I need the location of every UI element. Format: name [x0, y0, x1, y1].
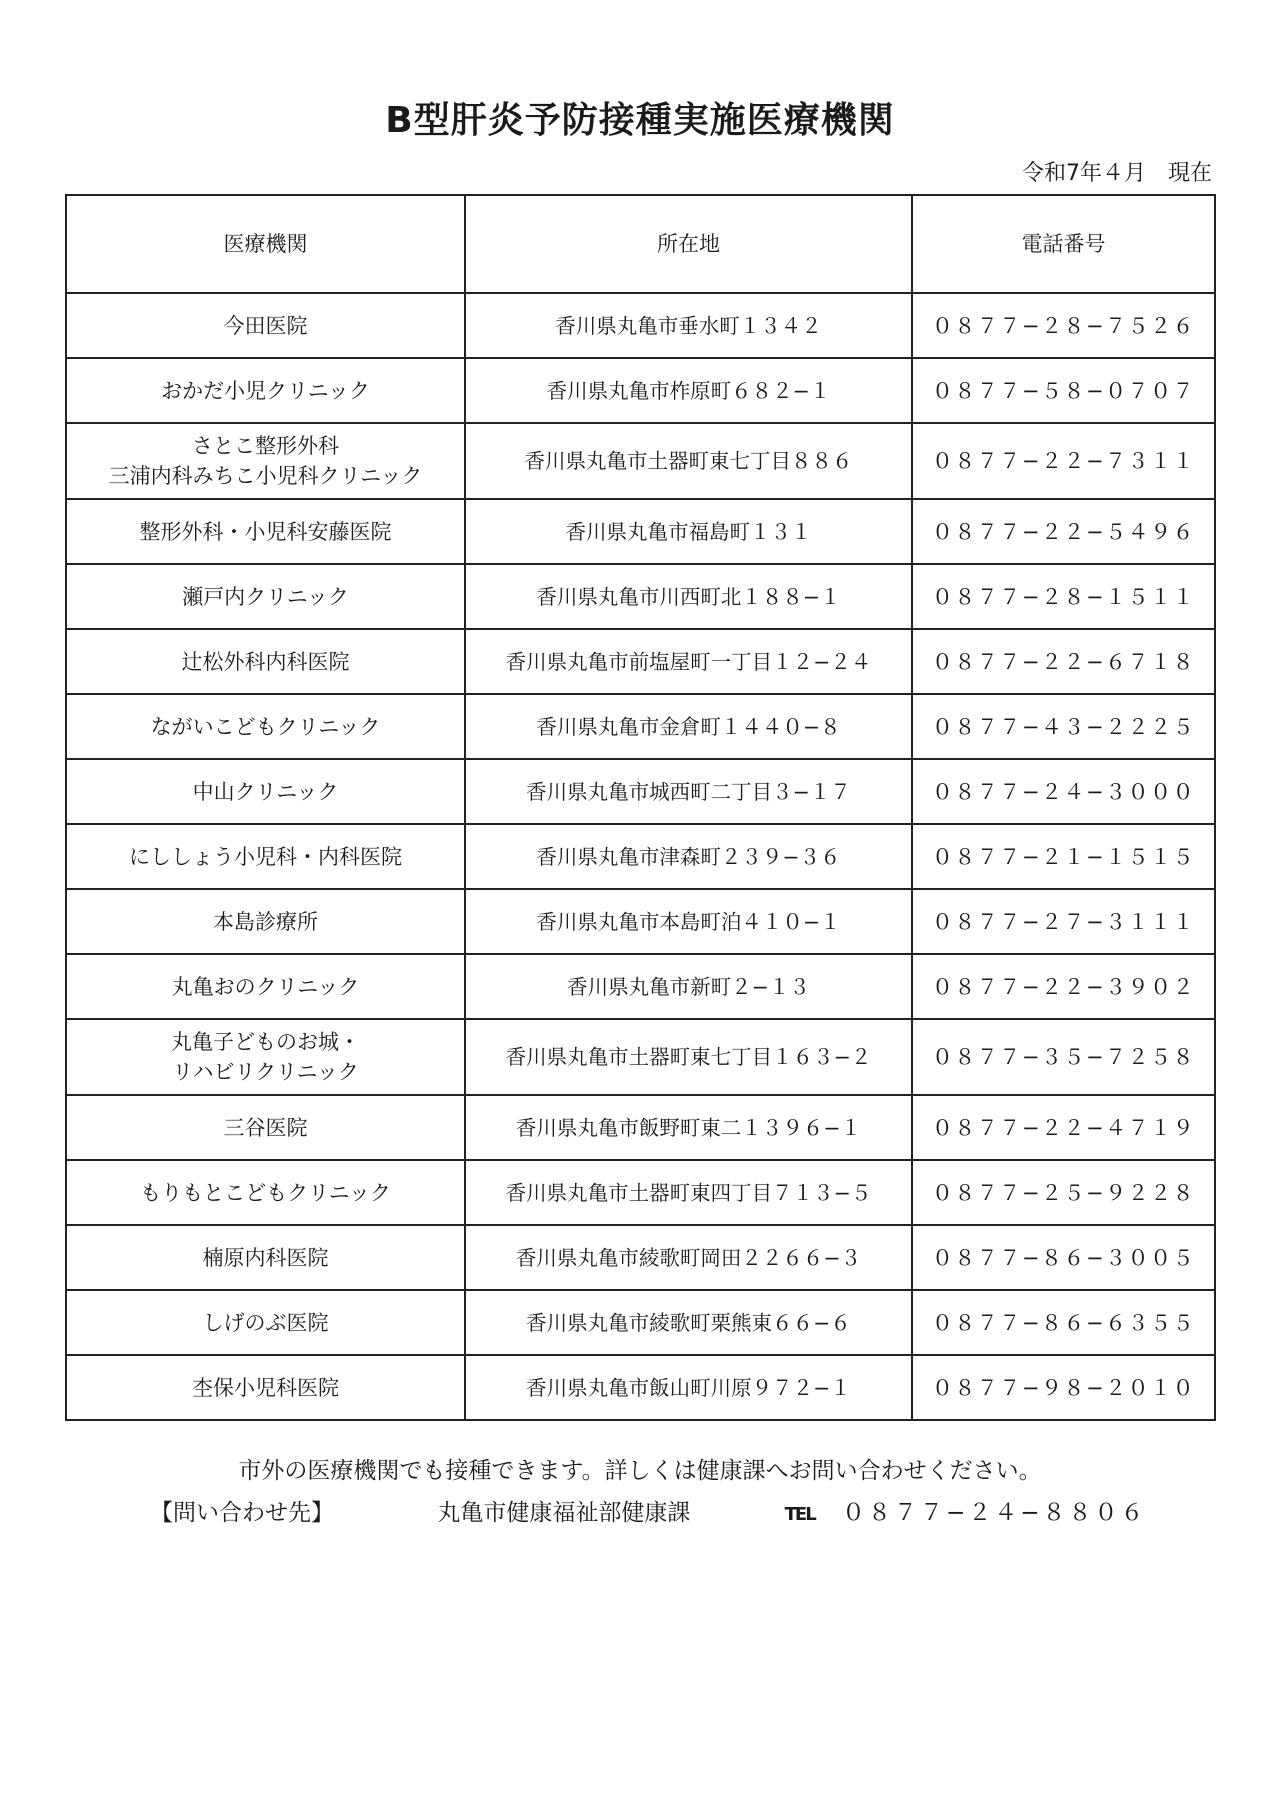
clinic-name: 三谷医院 — [66, 1095, 465, 1160]
table-row — [66, 954, 1215, 1019]
clinic-address: 香川県丸亀市飯野町東二１３９６−１ — [465, 1095, 912, 1160]
clinic-name: 丸亀おのクリニック — [66, 954, 465, 1019]
clinic-name: 中山クリニック — [66, 759, 465, 824]
clinic-address: 香川県丸亀市川西町北１８８−１ — [465, 564, 912, 629]
clinic-address: 香川県丸亀市土器町東七丁目１６３−２ — [465, 1019, 912, 1095]
table-row — [66, 358, 1215, 423]
table-row — [66, 759, 1215, 824]
clinic-phone: ０８７７−２２−６７１８ — [912, 629, 1215, 694]
clinic-name: 今田医院 — [66, 293, 465, 358]
clinic-phone: ０８７７−２８−７５２６ — [912, 293, 1215, 358]
clinic-address: 香川県丸亀市前塩屋町一丁目１２−２４ — [465, 629, 912, 694]
clinic-address: 香川県丸亀市津森町２３９−３６ — [465, 824, 912, 889]
table-row — [66, 1160, 1215, 1225]
as-of-date: 令和7年４月 現在 — [1022, 161, 1212, 186]
table-row — [66, 629, 1215, 694]
table-row — [66, 1355, 1215, 1420]
header-clinic: 医療機関 — [66, 195, 465, 293]
clinic-address: 香川県丸亀市飯山町川原９７２−１ — [465, 1355, 912, 1420]
table-row — [66, 1019, 1215, 1095]
table-row — [66, 889, 1215, 954]
tel-label: TEL — [784, 1504, 815, 1525]
clinic-address: 香川県丸亀市綾歌町岡田２２６６−３ — [465, 1225, 912, 1290]
clinic-name: おかだ小児クリニック — [66, 358, 465, 423]
clinic-address: 香川県丸亀市土器町東四丁目７１３−５ — [465, 1160, 912, 1225]
clinic-address: 香川県丸亀市金倉町１４４０−８ — [465, 694, 912, 759]
clinic-phone: ０８７７−３５−７２５８ — [912, 1019, 1215, 1095]
clinic-phone: ０８７７−４３−２２２５ — [912, 694, 1215, 759]
table-row — [66, 423, 1215, 499]
clinic-address: 香川県丸亀市城西町二丁目３−１７ — [465, 759, 912, 824]
clinic-address: 香川県丸亀市綾歌町栗熊東６６−６ — [465, 1290, 912, 1355]
clinic-phone: ０８７７−２８−１５１１ — [912, 564, 1215, 629]
clinic-name: しげのぶ医院 — [66, 1290, 465, 1355]
clinic-name: ながいこどもクリニック — [66, 694, 465, 759]
clinic-phone: ０８７７−２１−１５１５ — [912, 824, 1215, 889]
clinic-table — [65, 194, 1216, 1421]
clinic-address: 香川県丸亀市垂水町１３４２ — [465, 293, 912, 358]
clinic-phone: ０８７７−２２−４７１９ — [912, 1095, 1215, 1160]
clinic-name: 辻松外科内科医院 — [66, 629, 465, 694]
clinic-name: 楠原内科医院 — [66, 1225, 465, 1290]
header-phone: 電話番号 — [912, 195, 1215, 293]
clinic-name: もりもとこどもクリニック — [66, 1160, 465, 1225]
clinic-address: 香川県丸亀市本島町泊４１０−１ — [465, 889, 912, 954]
clinic-phone: ０８７７−９８−２０１０ — [912, 1355, 1215, 1420]
clinic-phone: ０８７７−２７−３１１１ — [912, 889, 1215, 954]
clinic-name: 杢保小児科医院 — [66, 1355, 465, 1420]
clinic-address: 香川県丸亀市福島町１３１ — [465, 499, 912, 564]
page-title: B型肝炎予防接種実施医療機関 — [385, 100, 895, 141]
clinic-phone: ０８７７−２５−９２２８ — [912, 1160, 1215, 1225]
clinic-name: さとこ整形外科 三浦内科みちこ小児科クリニック — [66, 423, 465, 499]
table-row — [66, 824, 1215, 889]
clinic-phone: ０８７７−２２−５４９６ — [912, 499, 1215, 564]
clinic-address: 香川県丸亀市新町２−１３ — [465, 954, 912, 1019]
clinic-phone: ０８７７−２２−３９０２ — [912, 954, 1215, 1019]
table-row — [66, 694, 1215, 759]
table-row — [66, 1095, 1215, 1160]
note-text: 市外の医療機関でも接種できます。詳しくは健康課へお問い合わせください。 — [238, 1458, 1042, 1484]
clinic-address: 香川県丸亀市柞原町６８２−１ — [465, 358, 912, 423]
contact-department: 丸亀市健康福祉部健康課 — [437, 1500, 691, 1526]
table-row — [66, 499, 1215, 564]
clinic-name: にししょう小児科・内科医院 — [66, 824, 465, 889]
clinic-name: 整形外科・小児科安藤医院 — [66, 499, 465, 564]
table-row — [66, 293, 1215, 358]
clinic-name: 丸亀子どものお城・ リハビリクリニック — [66, 1019, 465, 1095]
table-row — [66, 1225, 1215, 1290]
clinic-phone: ０８７７−８６−３００５ — [912, 1225, 1215, 1290]
clinic-address: 香川県丸亀市土器町東七丁目８８６ — [465, 423, 912, 499]
table-row — [66, 1290, 1215, 1355]
header-address: 所在地 — [465, 195, 912, 293]
clinic-phone: ０８７７−８６−６３５５ — [912, 1290, 1215, 1355]
contact-info — [150, 1494, 1146, 1527]
table-header-row — [66, 195, 1215, 293]
clinic-name: 本島診療所 — [66, 889, 465, 954]
clinic-phone: ０８７７−５８−０７０７ — [912, 358, 1215, 423]
clinic-name: 瀬戸内クリニック — [66, 564, 465, 629]
table-row — [66, 564, 1215, 629]
contact-label: 【問い合わせ先】 — [150, 1500, 334, 1526]
clinic-phone: ０８７７−２４−３０００ — [912, 759, 1215, 824]
clinic-phone: ０８７７−２２−７３１１ — [912, 423, 1215, 499]
contact-phone: ０８７７−２４−８８０６ — [841, 1500, 1147, 1526]
